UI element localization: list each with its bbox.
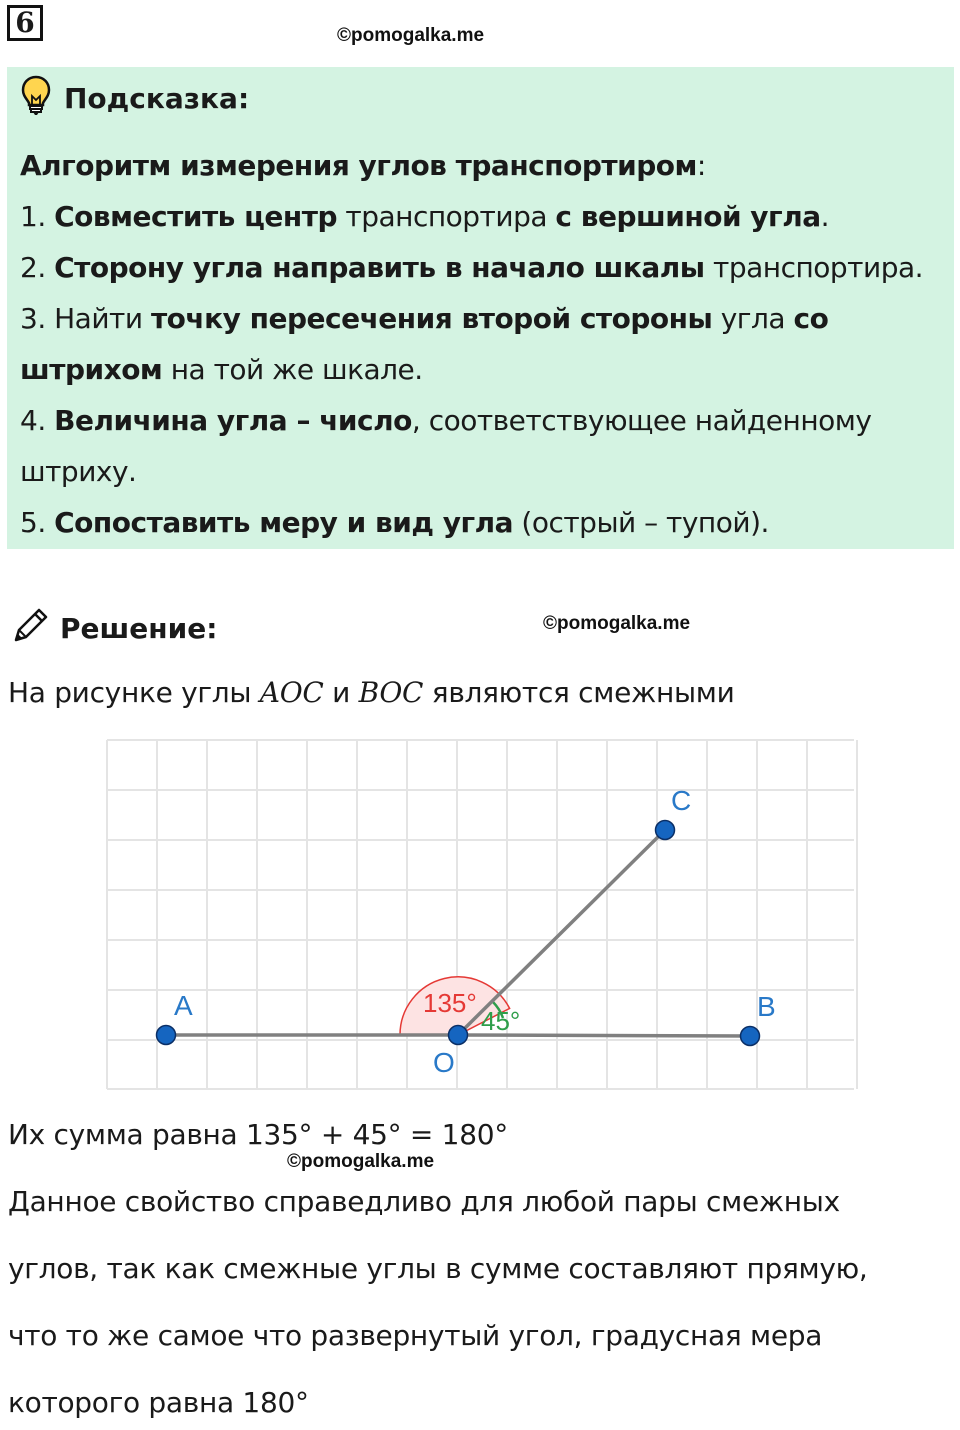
watermark-middle: ©pomogalka.me xyxy=(543,613,691,634)
hint-text-run: с вершиной угла xyxy=(555,200,821,233)
hint-text-run: . xyxy=(820,200,829,233)
angle-label-45: 45° xyxy=(481,1006,521,1036)
hint-steps xyxy=(20,140,950,548)
problem-number: 6 xyxy=(7,5,43,41)
hint-text-run: штриху. xyxy=(20,455,137,488)
solution-intro: На рисунке углы AOC и BOC являются смежными xyxy=(8,676,735,709)
watermark-top: ©pomogalka.me xyxy=(337,25,485,46)
angle-label-135: 135° xyxy=(423,988,477,1018)
ray-oc xyxy=(458,830,665,1035)
hint-text-run: Алгоритм измерения углов транспортиром xyxy=(20,149,697,182)
point-o xyxy=(449,1026,468,1045)
point-c xyxy=(656,821,675,840)
label-o: O xyxy=(433,1047,455,1078)
hint-heading xyxy=(20,75,249,121)
hint-step-line xyxy=(20,293,950,344)
hint-step-line xyxy=(20,140,950,191)
hint-text-run: 1. xyxy=(20,200,55,233)
watermark-bottom: ©pomogalka.me xyxy=(287,1151,435,1172)
angle-figure xyxy=(100,735,860,1099)
hint-step-line xyxy=(20,191,950,242)
hint-step-line xyxy=(20,446,950,497)
solution-title: Решение: xyxy=(60,611,218,645)
hint-step-line xyxy=(20,395,950,446)
hint-text-run: точку пересечения второй стороны xyxy=(150,302,713,335)
hint-text-run: Сопоставить меру и вид угла xyxy=(54,506,514,539)
hint-text-run: , соответствующее найденному xyxy=(411,404,872,437)
hint-step-line xyxy=(20,242,950,293)
hint-text-run: штрихом xyxy=(20,353,163,386)
explanation-line: Данное свойство справедливо для любой пары смежных xyxy=(8,1185,840,1218)
point-a xyxy=(157,1026,176,1045)
sum-line: Их сумма равна 135° + 45° = 180° xyxy=(8,1118,508,1151)
hint-text-run: Совместить центр xyxy=(54,200,337,233)
hint-text-run: 4. xyxy=(20,404,55,437)
hint-text-run: со xyxy=(793,302,829,335)
hint-text-run: 2. xyxy=(20,251,55,284)
hint-step-line xyxy=(20,497,950,548)
hint-title: Подсказка: xyxy=(64,81,250,115)
explanation-line: что то же самое что развернутый угол, градусная мера xyxy=(8,1319,823,1352)
hint-step-line xyxy=(20,344,950,395)
point-b xyxy=(741,1027,760,1046)
explanation-line: которого равна 180° xyxy=(8,1386,309,1419)
hint-text-run: транспортира xyxy=(337,200,556,233)
lightbulb-icon xyxy=(20,74,52,123)
hint-text-run: 3. Найти xyxy=(20,302,151,335)
label-c: C xyxy=(671,785,692,816)
explanation-line: углов, так как смежные углы в сумме составляют прямую, xyxy=(8,1252,868,1285)
hint-text-run: на той же шкале. xyxy=(162,353,423,386)
pencil-icon xyxy=(10,604,52,653)
hint-text-run: угла xyxy=(712,302,794,335)
hint-text-run: 5. xyxy=(20,506,55,539)
hint-text-run: Величина угла – число xyxy=(54,404,412,437)
hint-text-run: (острый – тупой). xyxy=(513,506,769,539)
solution-heading xyxy=(10,605,217,651)
angle-boc: BOC xyxy=(358,676,424,709)
hint-text-run: : xyxy=(696,149,706,182)
hint-text-run: транспортира. xyxy=(704,251,924,284)
label-a: A xyxy=(174,990,193,1021)
angle-aoc: AOC xyxy=(259,676,324,709)
label-b: B xyxy=(757,991,776,1022)
hint-text-run: Сторону угла направить в начало шкалы xyxy=(54,251,705,284)
